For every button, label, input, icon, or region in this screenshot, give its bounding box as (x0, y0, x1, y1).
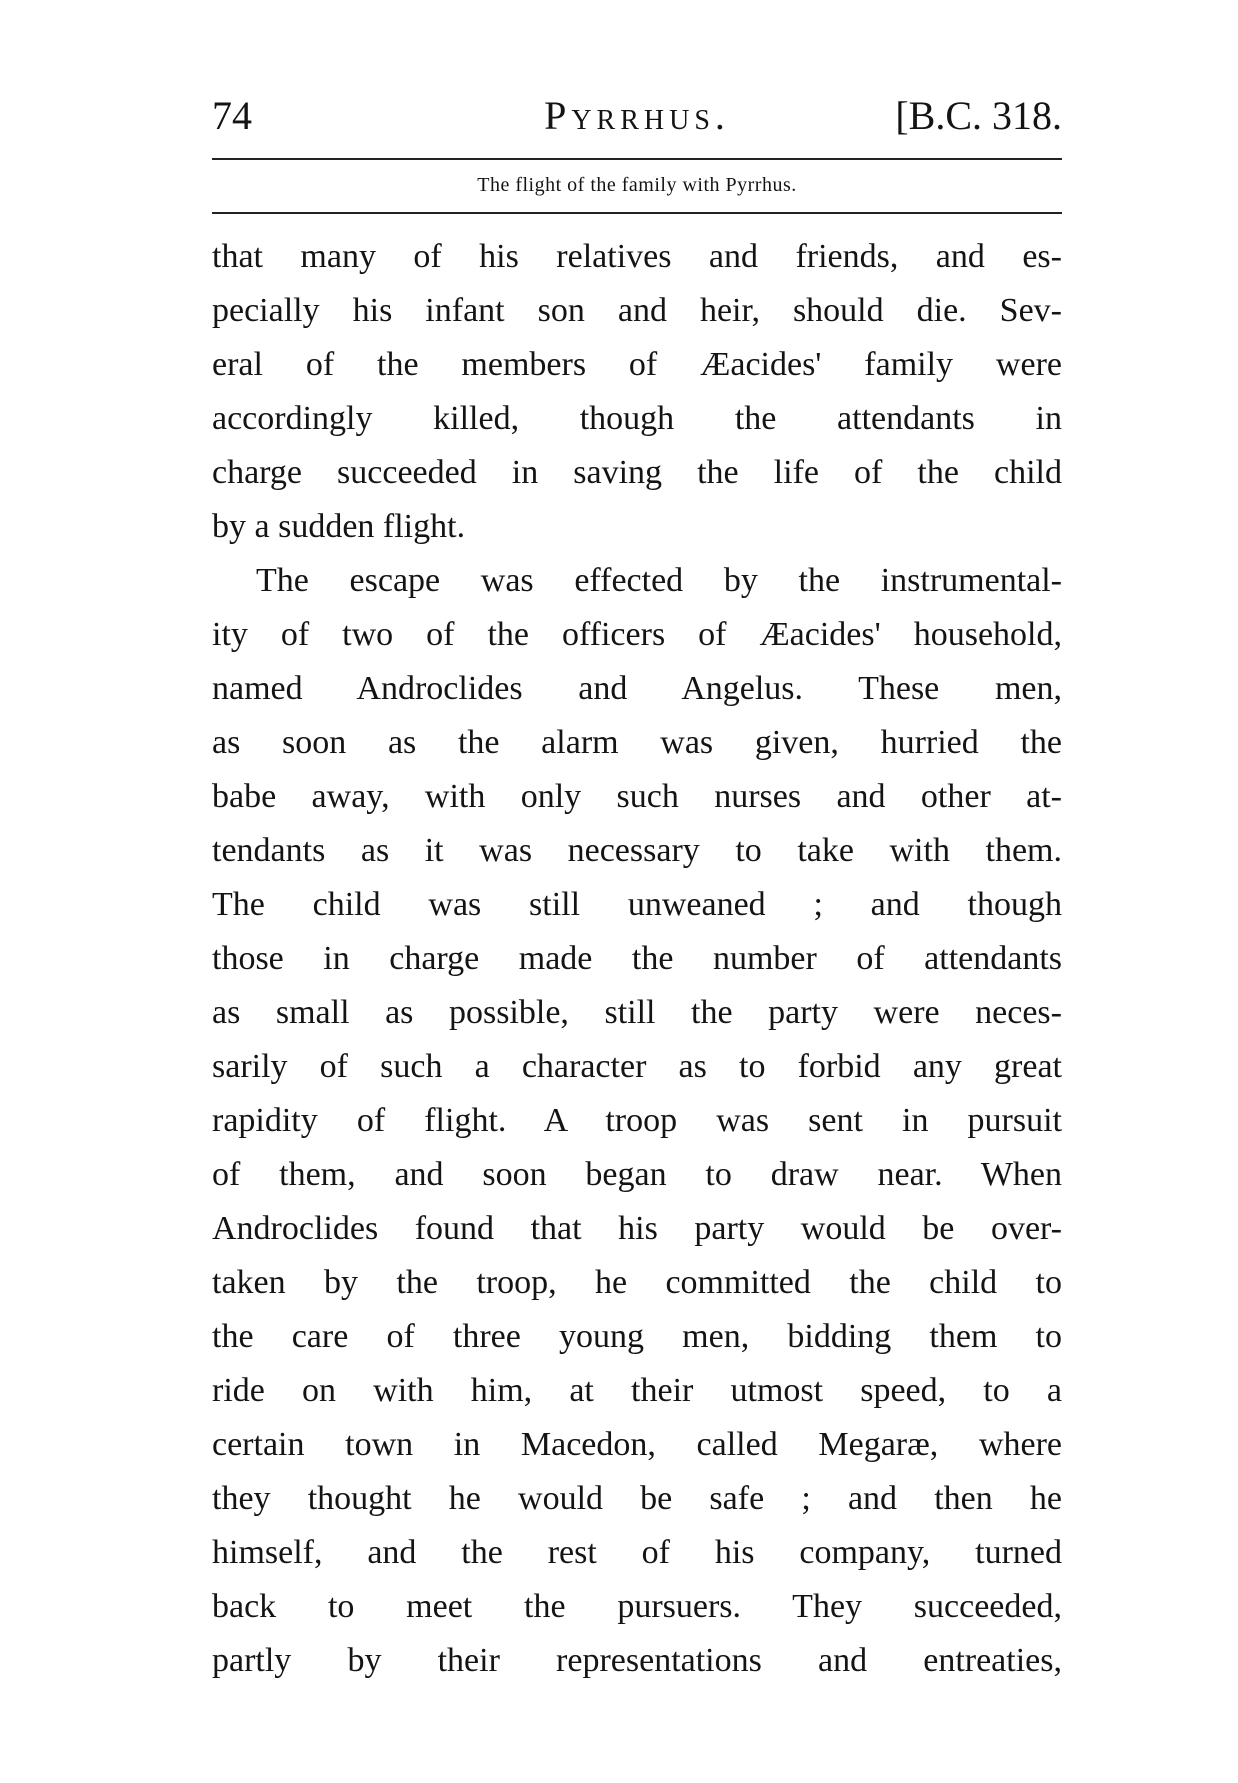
text-line: charge succeeded in saving the life of the child (212, 454, 1062, 491)
book-title: Pyrrhus. (544, 93, 730, 138)
text-line: as soon as the alarm was given, hurried the (212, 724, 1062, 761)
text-line: accordingly killed, though the attendants in (212, 400, 1062, 437)
section-caption: The flight of the family with Pyrrhus. (477, 174, 797, 196)
text-line: back to meet the pursuers. They succeeded, (212, 1588, 1062, 1625)
text-line: The child was still unweaned ; and though (212, 886, 1062, 923)
text-line: as small as possible, still the party were neces- (212, 994, 1062, 1031)
text-line: of them, and soon began to draw near. When (212, 1156, 1062, 1193)
text-line: pecially his infant son and heir, should die. Sev- (212, 292, 1062, 329)
text-line: partly by their representations and entreaties, (212, 1642, 1062, 1679)
text-line: the care of three young men, bidding them to (212, 1318, 1062, 1355)
text-line: ity of two of the officers of Æacides' household, (212, 616, 1062, 653)
text-line: named Androclides and Angelus. These men, (212, 670, 1062, 707)
text-line: certain town in Macedon, called Megaræ, where (212, 1426, 1062, 1463)
date-reference: [B.C. 318. (895, 93, 1062, 138)
text-line: eral of the members of Æacides' family were (212, 346, 1062, 383)
running-head (212, 88, 1062, 144)
text-line: by a sudden flight. (212, 508, 466, 545)
text-line: ride on with him, at their utmost speed, to a (212, 1372, 1062, 1409)
text-line: those in charge made the number of attendants (212, 940, 1062, 977)
text-line: that many of his relatives and friends, and es- (212, 238, 1062, 275)
text-line: sarily of such a character as to forbid any great (212, 1048, 1062, 1085)
text-line: The escape was effected by the instrumental- (256, 562, 1062, 599)
header-rule-top (212, 158, 1062, 160)
text-line: babe away, with only such nurses and other at- (212, 778, 1062, 815)
text-line: rapidity of flight. A troop was sent in pursuit (212, 1102, 1062, 1139)
text-line: himself, and the rest of his company, turned (212, 1534, 1062, 1571)
text-line: they thought he would be safe ; and then he (212, 1480, 1062, 1517)
header-rule-bottom (212, 212, 1062, 214)
text-line: Androclides found that his party would be over- (212, 1210, 1062, 1247)
body-text (212, 230, 1062, 1688)
page-number: 74 (212, 93, 252, 138)
text-line: tendants as it was necessary to take with them. (212, 832, 1062, 869)
text-line: taken by the troop, he committed the child to (212, 1264, 1062, 1301)
